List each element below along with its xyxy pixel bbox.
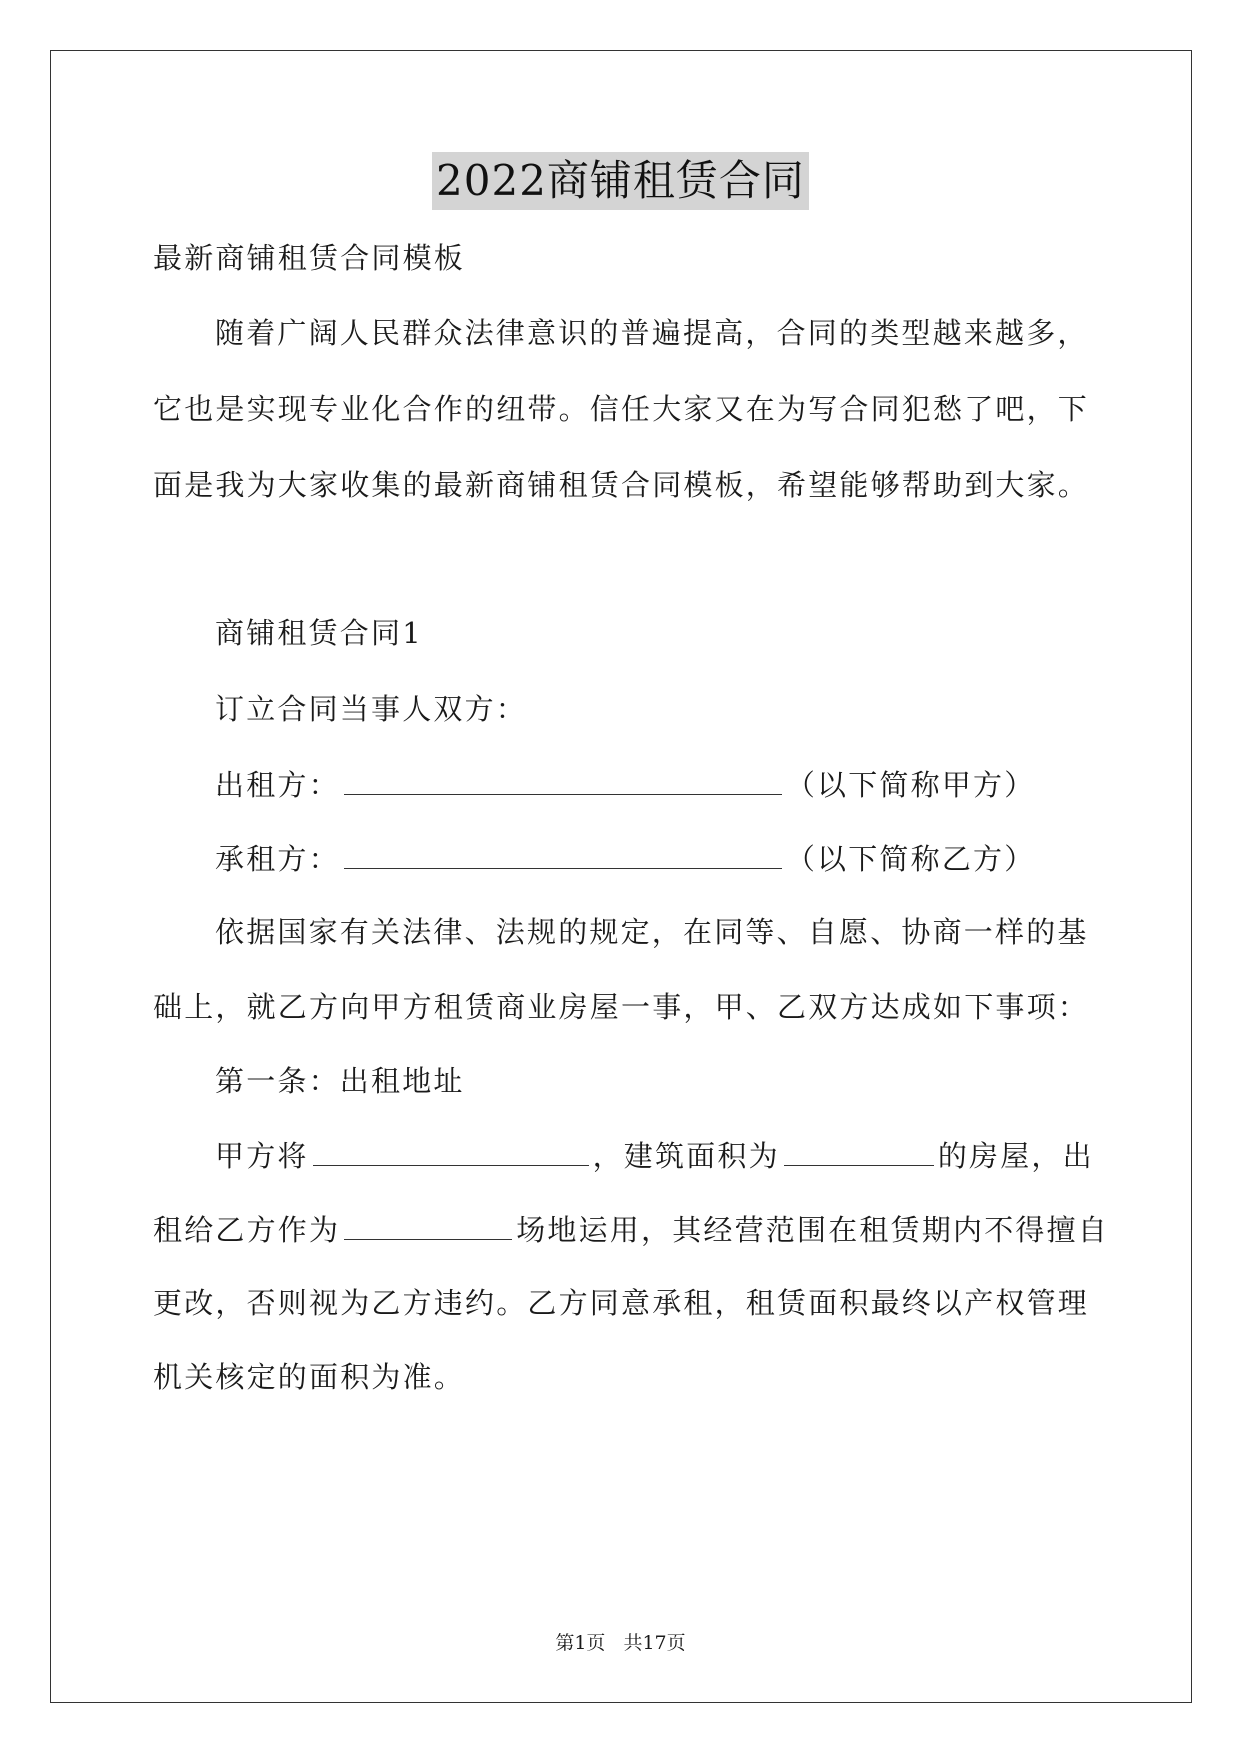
article-1-line-2: [153, 1209, 1109, 1250]
parties-label: 订立合同当事人双方：: [215, 692, 528, 726]
article-1-text-c: 的房屋，出: [937, 1139, 1094, 1173]
article-1-line-3: 更改，否则视为乙方违约。乙方同意承租，租赁面积最终以产权管理: [153, 1286, 1090, 1320]
contract-heading: 商铺租赁合同1: [215, 616, 423, 650]
subtitle: 最新商铺租赁合同模板: [153, 241, 466, 275]
basis-line-2: 础上，就乙方向甲方租赁商业房屋一事，甲、乙双方达成如下事项：: [153, 990, 1090, 1024]
lessor-suffix: （以下简称甲方）: [785, 768, 1036, 802]
usage-blank[interactable]: [344, 1209, 512, 1240]
lessor-line: [215, 764, 1035, 805]
lessee-blank[interactable]: [344, 838, 782, 869]
lessee-label: 承租方：: [215, 842, 340, 876]
article-1-text-a: 甲方将: [215, 1139, 309, 1173]
lessee-suffix: （以下简称乙方）: [785, 842, 1036, 876]
basis-line-1: 依据国家有关法律、法规的规定，在同等、自愿、协商一样的基: [215, 915, 1089, 949]
page-total: 共17页: [623, 1632, 686, 1654]
address-blank[interactable]: [313, 1135, 589, 1166]
intro-line-2: 它也是实现专业化合作的纽带。信任大家又在为写合同犯愁了吧，下: [153, 392, 1090, 426]
article-1-title: 第一条：出租地址: [215, 1064, 465, 1098]
article-1-text-d: 租给乙方作为: [153, 1213, 341, 1247]
intro-line-1: 随着广阔人民群众法律意识的普遍提高，合同的类型越来越多，: [215, 316, 1089, 350]
lessee-line: [215, 838, 1035, 879]
page-number: 第1页: [555, 1632, 606, 1654]
area-blank[interactable]: [784, 1135, 934, 1166]
document-title: 2022商铺租赁合同: [432, 152, 809, 210]
intro-line-3: 面是我为大家收集的最新商铺租赁合同模板，希望能够帮助到大家。: [153, 468, 1090, 502]
article-1-line-1: [215, 1135, 1094, 1176]
lessor-label: 出租方：: [215, 768, 340, 802]
page-footer: [0, 1630, 1241, 1656]
article-1-line-4: 机关核定的面积为准。: [153, 1360, 466, 1394]
article-1-text-e: 场地运用，其经营范围在租赁期内不得擅自: [516, 1213, 1110, 1247]
lessor-blank[interactable]: [344, 764, 782, 795]
article-1-text-b: ，建筑面积为: [592, 1139, 780, 1173]
